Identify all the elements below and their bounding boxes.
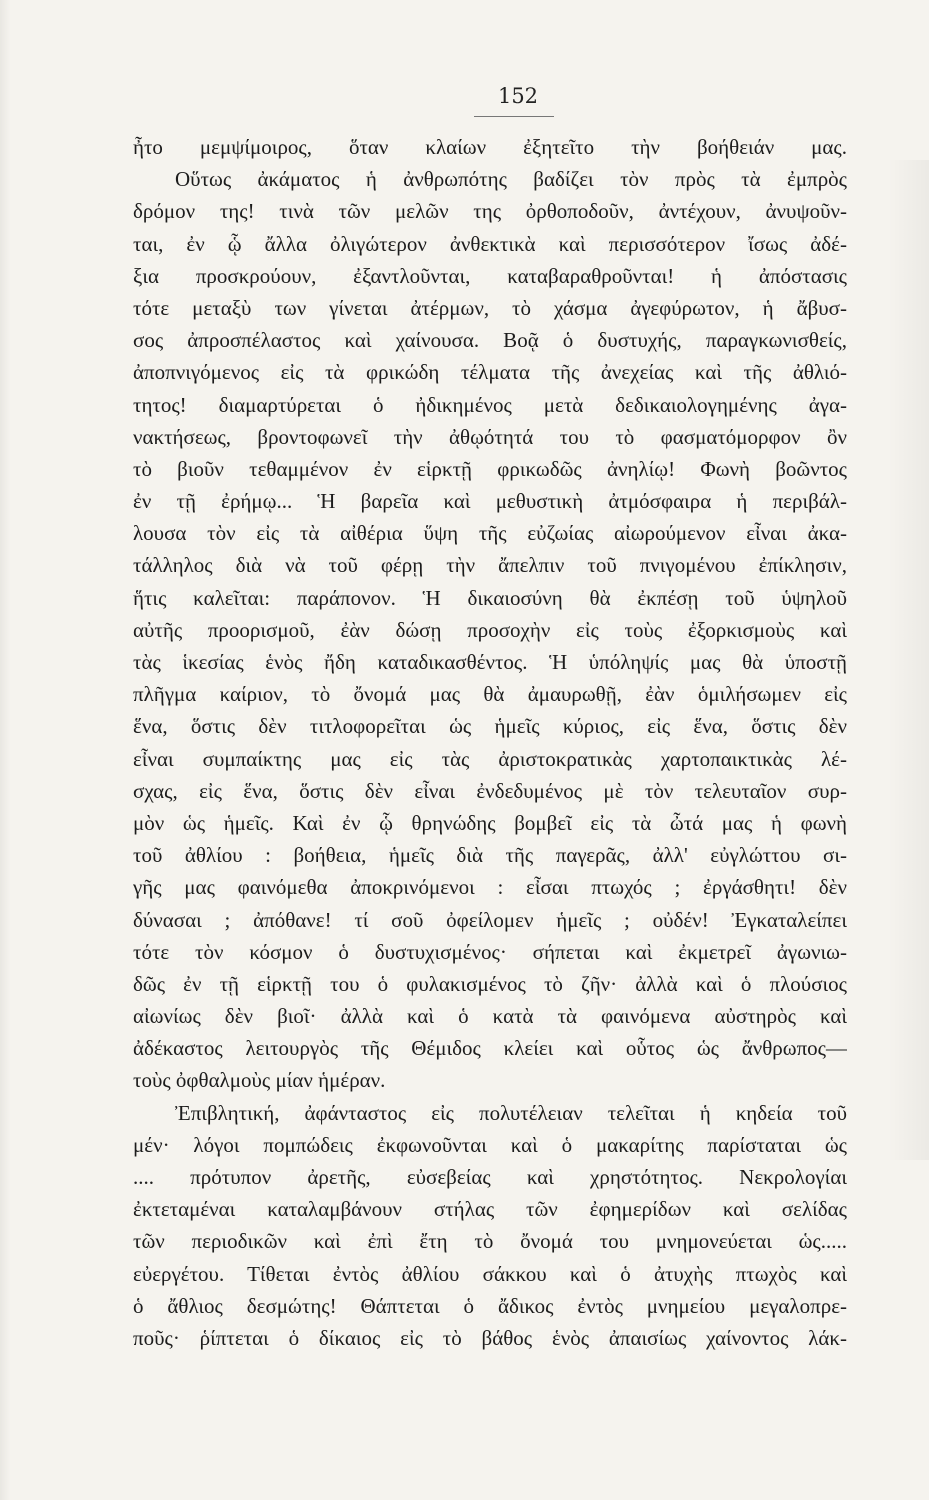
text-line: ἀδέκαστος λειτουργὸς τῆς Θέμιδος κλείει καὶ οὗτος ὡς ἄνθρωπος—: [133, 1036, 847, 1061]
text-line: δύνασαι ; ἀπόθανε! τί σοῦ ὀφείλομεν ἡμεῖς ; οὐδέν! Ἐγκαταλείπει: [133, 907, 847, 932]
text-line: ἐν τῇ ἐρήμῳ... Ἡ βαρεῖα καὶ μεθυστικὴ ἀτμόσφαιρα ἡ περιβάλ-: [133, 489, 847, 514]
text-line: τῶν περιοδικῶν καὶ ἐπὶ ἔτη τὸ ὄνομά του μνημονεύεται ὡς.....: [133, 1229, 847, 1254]
text-line: ἥτις καλεῖται: παράπονον. Ἡ δικαιοσύνη θὰ ἐκπέσῃ τοῦ ὑψηλοῦ: [133, 585, 847, 610]
text-line: αὐτῆς προορισμοῦ, ἐὰν δώσῃ προσοχὴν εἰς τοὺς ἐξορκισμοὺς καὶ: [133, 617, 847, 642]
text-line: τὰς ἱκεσίας ἑνὸς ἤδη καταδικασθέντος. Ἡ ὑπόληψίς μας θὰ ὑποστῇ: [133, 650, 847, 674]
text-line: μὸν ὡς ἡμεῖς. Καὶ ἐν ᾧ θρηνώδης βομβεῖ εἰς τὰ ὦτά μας ἡ φωνὴ: [133, 810, 847, 835]
text-line: Οὕτως ἀκάματος ἡ ἀνθρωπότης βαδίζει τὸν πρὸς τὰ ἐμπρὸς: [175, 167, 847, 192]
text-line: τὸ βιοῦν τεθαμμένον ἐν εἱρκτῇ φρικωδῶς ἀνηλίῳ! Φωνὴ βοῶντος: [133, 456, 847, 481]
text-line: ξια προσκρούουν, ἐξαντλοῦνται, καταβαραθροῦνται! ἡ ἀπόστασις: [133, 263, 847, 288]
text-line: τοὺς ὀφθαλμοὺς μίαν ἡμέραν.: [133, 1068, 386, 1093]
text-line: νακτήσεως, βροντοφωνεῖ τὴν ἀθῳότητά του τὸ φασματόμορφον ὂν: [133, 424, 847, 449]
text-line: ἐκτεταμέναι καταλαμβάνουν στήλας τῶν ἐφημερίδων καὶ σελίδας: [133, 1197, 847, 1222]
text-line: ὁ ἄθλιος δεσμώτης! Θάπτεται ὁ ἄδικος ἐντὸς μνημείου μεγαλοπρε-: [133, 1293, 847, 1318]
text-line: τότε μεταξὺ των γίνεται ἀτέρμων, τὸ χάσμα ἀγεφύρωτον, ἡ ἄβυσ-: [133, 295, 847, 320]
text-line: αἰωνίως δὲν βιοῖ· ἀλλὰ καὶ ὁ κατὰ τὰ φαινόμενα αὐστηρὸς καὶ: [133, 1004, 847, 1029]
text-line: τάλληλος διὰ νὰ τοῦ φέρῃ τὴν ἄπελπιν τοῦ πνιγομένου ἐπίκλησιν,: [133, 553, 847, 578]
text-line: πλῆγμα καίριον, τὸ ὄνομά μας θὰ ἀμαυρωθῇ, ἐὰν ὁμιλήσωμεν εἰς: [133, 682, 847, 707]
page-edge-shadow: [0, 0, 10, 1500]
body-text: [133, 131, 847, 1354]
text-line: σχας, εἰς ἕνα, ὅστις δὲν εἶναι ἐνδεδυμένος μὲ τὸν τελευταῖον συρ-: [133, 778, 847, 803]
text-line: σος ἀπροσπέλαστος καὶ χαίνουσα. Βοᾷ ὁ δυστυχής, παραγκωνισθείς,: [133, 328, 847, 353]
text-line: δρόμον της! τινὰ τῶν μελῶν της ὀρθοποδοῦν, ἀντέχουν, ἀνυψοῦν-: [133, 199, 847, 224]
text-line: δῶς ἐν τῇ εἱρκτῇ του ὁ φυλακισμένος τὸ ζῆν· ἀλλὰ καὶ ὁ πλούσιος: [133, 971, 847, 996]
text-line: εἶναι συμπαίκτης μας εἰς τὰς ἀριστοκρατικὰς χαρτοπαικτικὰς λέ-: [133, 746, 847, 771]
text-line: ποῦς· ῥίπτεται ὁ δίκαιος εἰς τὸ βάθος ἑνὸς ἀπαισίως χαίνοντος λάκ-: [133, 1325, 847, 1350]
text-line: μέν· λόγοι πομπώδεις ἐκφωνοῦνται καὶ ὁ μακαρίτης παρίσταται ὡς: [133, 1132, 847, 1157]
text-line: εὐεργέτου. Τίθεται ἐντὸς ἀθλίου σάκκου καὶ ὁ ἀτυχὴς πτωχὸς καὶ: [133, 1261, 847, 1286]
text-line: τητος! διαμαρτύρεται ὁ ἠδικημένος μετὰ δεδικαιολογημένης ἀγα-: [133, 392, 847, 417]
text-line: ἕνα, ὅστις δὲν τιτλοφορεῖται ὡς ἡμεῖς κύριος, εἰς ἕνα, ὅστις δὲν: [133, 714, 847, 739]
text-line: τοῦ ἀθλίου : βοήθεια, ἡμεῖς διὰ τῆς παγερᾶς, ἀλλ' εὐγλώττου σι-: [133, 843, 847, 868]
text-line: τότε τὸν κόσμον ὁ δυστυχισμένος· σήπεται καὶ ἐκμετρεῖ ἀγωνιω-: [133, 939, 847, 964]
text-line: γῆς μας φαινόμεθα ἀποκρινόμενοι : εἶσαι πτωχός ; ἐργάσθητι! δὲν: [133, 875, 847, 900]
page-number-rule: [474, 116, 554, 117]
text-line: Ἐπιβλητική, ἀφάνταστος εἰς πολυτέλειαν τελεῖται ἡ κηδεία τοῦ: [175, 1100, 847, 1125]
page-number: 152: [497, 84, 539, 108]
text-line: λουσα τὸν εἰς τὰ αἰθέρια ὕψη τῆς εὐζωίας αἰωρούμενον εἶναι ἀκα-: [133, 521, 847, 546]
text-line: ἦτο μεμψίμοιρος, ὅταν κλαίων ἐξητεῖτο τὴν βοήθειάν μας.: [133, 135, 847, 159]
text-line: ἀποπνιγόμενος εἰς τὰ φρικώδη τέλματα τῆς ἀνεχείας καὶ τῆς ἀθλιό-: [133, 360, 847, 385]
text-line: ται, ἐν ᾧ ἄλλα ὀλιγώτερον ἀνθεκτικὰ καὶ περισσότερον ἴσως ἀδέ-: [133, 231, 847, 256]
text-line: .... πρότυπον ἀρετῆς, εὐσεβείας καὶ χρηστότητος. Νεκρολογίαι: [133, 1165, 847, 1189]
facing-page-bleed: [888, 160, 929, 1160]
